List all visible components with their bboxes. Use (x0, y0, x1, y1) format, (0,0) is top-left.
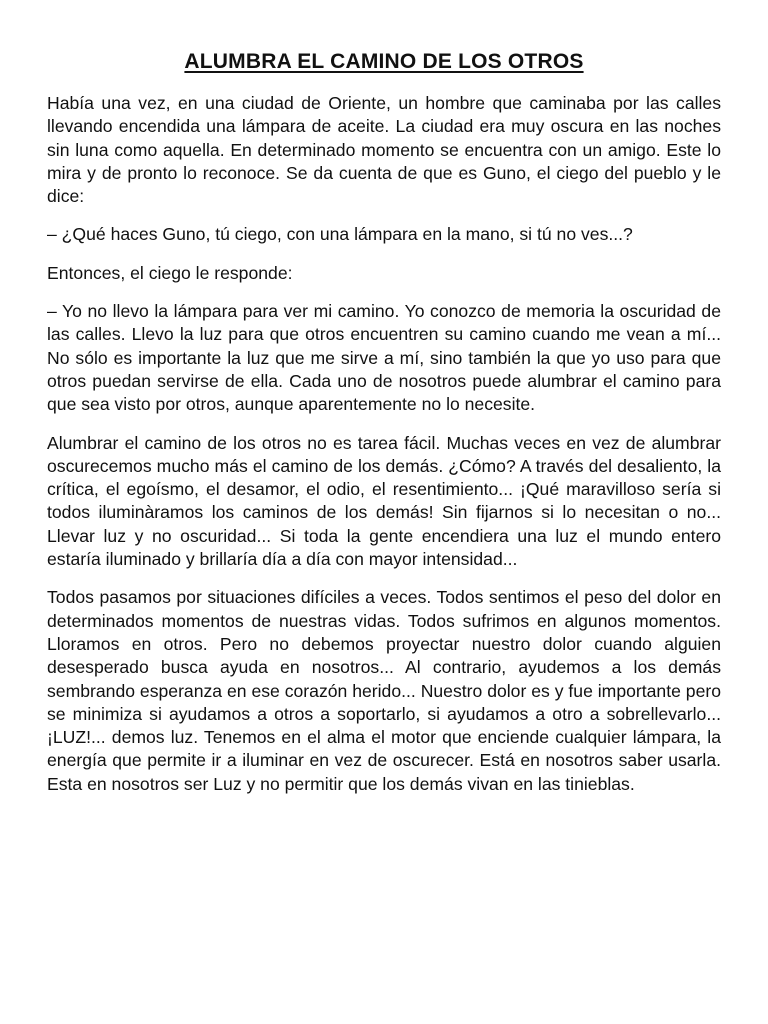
paragraph-reflection: Alumbrar el camino de los otros no es tarea fácil. Muchas veces en vez de alumbrar oscurecemos mucho más el camino de los demás. ¿Cómo? A través del desaliento, la crítica, el egoísmo, el desamor, el odio, el resentimiento... ¡Qué maravilloso sería si todos iluminàramos los caminos de los demás! Sin fijarnos si lo necesitan o no... Llevar luz y no oscuridad... Si toda la gente encendiera una luz el mundo entero estaría iluminado y brillaría día a día con mayor intensidad... (47, 432, 721, 570)
document-title: ALUMBRA EL CAMINO DE LOS OTROS (184, 50, 584, 73)
paragraph-blind-answer: – Yo no llevo la lámpara para ver mi camino. Yo conozco de memoria la oscuridad de las calles. Llevo la luz para que otros encuentren su camino cuando me vean a mí... No sólo es importante la luz que me sirve a mí, sino también la que yo uso para que otros puedan servirse de ella. Cada uno de nosotros puede alumbrar el camino para que sea visto por otros, aunque aparentemente no lo necesite. (47, 301, 721, 415)
paragraph-response-intro: Entonces, el ciego le responde: (47, 262, 293, 283)
paragraph-question: – ¿Qué haces Guno, tú ciego, con una lámpara en la mano, si tú no ves...? (47, 224, 633, 245)
document-page (47, 48, 721, 811)
paragraph-intro: Había una vez, en una ciudad de Oriente, un hombre que caminaba por las calles llevando encendida una lámpara de aceite. La ciudad era muy oscura en las noches sin luna como aquella. En determinado momento se encuentra con un amigo. Este lo mira y de pronto lo reconoce. Se da cuenta de que es Guno, el ciego del pueblo y le dice: (47, 93, 721, 207)
paragraph-conclusion: Todos pasamos por situaciones difíciles a veces. Todos sentimos el peso del dolor en determinados momentos de nuestras vidas. Todos sufrimos en algunos momentos. Lloramos en otros. Pero no debemos proyectar nuestro dolor cuando alguien desesperado busca ayuda en nosotros... Al contrario, ayudemos a los demás sembrando esperanza en ese corazón herido... Nuestro dolor es y fue importante pero se minimiza si ayudamos a otros a soportarlo, si ayudamos a otro a sobrellevarlo... ¡LUZ!... demos luz. Tenemos en el alma el motor que enciende cualquier lámpara, la energía que permite ir a iluminar en vez de oscurecer. Está en nosotros saber usarla. Esta en nosotros ser Luz y no permitir que los demás vivan en las tinieblas. (47, 587, 721, 794)
